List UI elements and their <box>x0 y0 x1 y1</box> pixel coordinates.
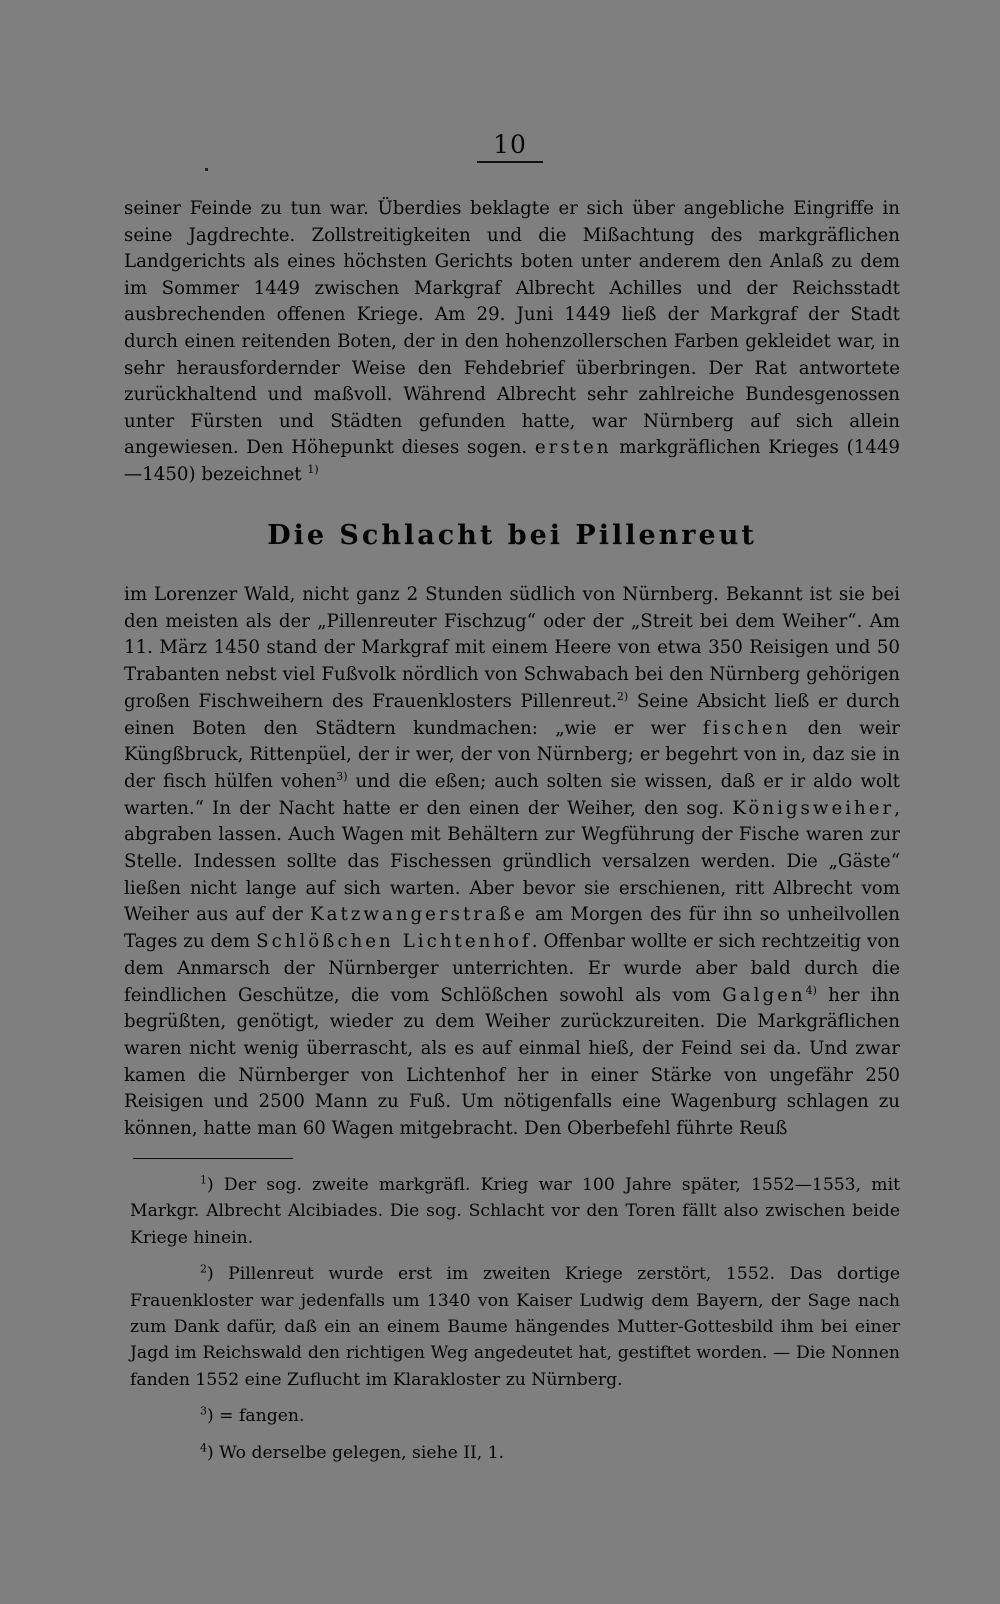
body-text: den weir Küngßbruck, Rittenpüel, der ir wer, der von Nürnberg; er begehrt von in, daz sie in der fisch hülfen vohen <box>124 717 900 792</box>
spaced-word: Katzwangerstraße <box>310 904 528 926</box>
spaced-word: Galgen <box>722 984 806 1006</box>
footnote-separator <box>133 1158 293 1159</box>
footnote-ref: 2) <box>616 689 629 703</box>
page-number: 10 <box>477 130 543 163</box>
footnote-ref: 4) <box>805 983 817 997</box>
body-text: im Lorenzer Wald, nicht ganz 2 Stunden südlich von Nürnberg. Bekannt ist sie bei den meisten als der „Pillenreuter Fischzug“ oder der „Streit bei dem Weiher“. Am 11. März 1450 stand der Markgraf mit einem Heere von etwa 350 Reisigen und 50 Trabanten nebst viel Fußvolk nördlich von Schwabach bei den Nürnberg gehörigen großen Fischweihern des Frauenklosters Pillenreut. <box>124 584 900 712</box>
body-text: und die eßen; auch solten sie wissen, daß er ir aldo wolt warten.“ In der Nacht hatte er den einen der Weiher, den sog. <box>124 770 900 819</box>
battle-paragraph <box>124 582 900 1143</box>
intro-paragraph <box>124 196 900 489</box>
footnote-2: $^2$) Pillenreut wurde erst im zweiten Kriege zerstört, 1552. Das dortige Frauenkloster war jedenfalls um 1340 von Kaiser Ludwig dem Bayern, der Sage nach zum Dank dafür, daß ein an einem Baume hängendes Mutter-Gottesbild ihm bei einer Jagd im Reichswald den richtigen Weg angedeutet hat, gestiftet worden. — Die Nonnen fanden 1552 eine Zuflucht im Klarakloster zu Nürnberg. <box>130 1262 900 1390</box>
footnotes <box>130 1172 900 1476</box>
body-text: Seine Absicht ließ er durch einen Boten den Städtern kundmachen: „wie er wer <box>124 690 900 739</box>
footnote-3: $^3$) = fangen. <box>200 1404 305 1427</box>
spaced-word: Schlößchen Lichtenhof <box>256 931 532 953</box>
print-speck <box>205 168 208 171</box>
intro-spaced-word: ersten <box>534 437 612 459</box>
section-heading: Die Schlacht bei Pillenreut <box>267 520 757 551</box>
footnote-ref: 1) <box>307 462 319 476</box>
footnote-1: $^1$) Der sog. zweite markgräfl. Krieg war 100 Jahre später, 1552—1553, mit Markgr. Albrecht Alcibiades. Die sog. Schlacht vor den Toren fällt also zwischen beide Kriege hinein. <box>130 1173 900 1248</box>
intro-text-end: markgräflichen Krieges (1449—1450) bezeichnet <box>124 437 900 485</box>
intro-text: seiner Feinde zu tun war. Überdies beklagte er sich über angebliche Eingriffe in seine Jagdrechte. Zollstreitigkeiten und die Mißachtung des markgräflichen Landgerichts als eines höchsten Gerichts boten unter anderem den Anlaß zu dem im Sommer 1449 zwischen Markgraf Albrecht Achilles und der Reichsstadt ausbrechenden offenen Kriege. Am 29. Juni 1449 ließ der Markgraf der Stadt durch einen reitenden Boten, der in den hohenzollerschen Farben gekleidet war, in sehr herausfordernder Weise den Fehdebrief überbringen. Der Rat antwortete zurückhaltend und maßvoll. Während Albrecht sehr zahlreiche Bundesgenossen unter Fürsten und Städten gefunden hatte, war Nürnberg auf sich allein angewiesen. Den Höhepunkt dieses sogen. <box>124 198 900 459</box>
footnote-ref: 3) <box>336 769 348 783</box>
spaced-word: Königsweiher <box>732 797 895 819</box>
footnote-4: $^4$) Wo derselbe gelegen, siehe II, 1. <box>200 1440 505 1463</box>
body-text: her ihn begrüßten, genötigt, wieder zu dem Weiher zurückzureiten. Die Markgräflichen waren nicht wenig überrascht, als es auf einmal hieß, der Feind sei da. Und zwar kamen die Nürnberger von Lichtenhof her in einer Stärke von ungefähr 250 Reisigen und 2500 Mann zu Fuß. Um nötigenfalls eine Wagenburg schlagen zu können, hatte man 60 Wagen mitgebracht. Den Oberbefehl führte Reuß <box>124 984 900 1140</box>
spaced-word: fischen <box>703 717 791 739</box>
body-text: . Offenbar wollte er sich rechtzeitig von dem Anmarsch der Nürnberger unterrichten. Er wurde aber bald durch die feindlichen Geschütze, die vom Schlößchen sowohl als vom <box>124 931 900 1006</box>
body-text: , abgraben lassen. Auch Wagen mit Behältern zur Wegführung der Fische waren zur Stelle. Indessen sollte das Fischessen gründlich versalzen werden. Die „Gäste“ ließen nicht lange auf sich warten. Aber bevor sie erschienen, ritt Albrecht vom Weiher aus auf der <box>124 797 900 926</box>
body-text: am Morgen des für ihn so unheilvollen Tages zu dem <box>124 904 900 953</box>
